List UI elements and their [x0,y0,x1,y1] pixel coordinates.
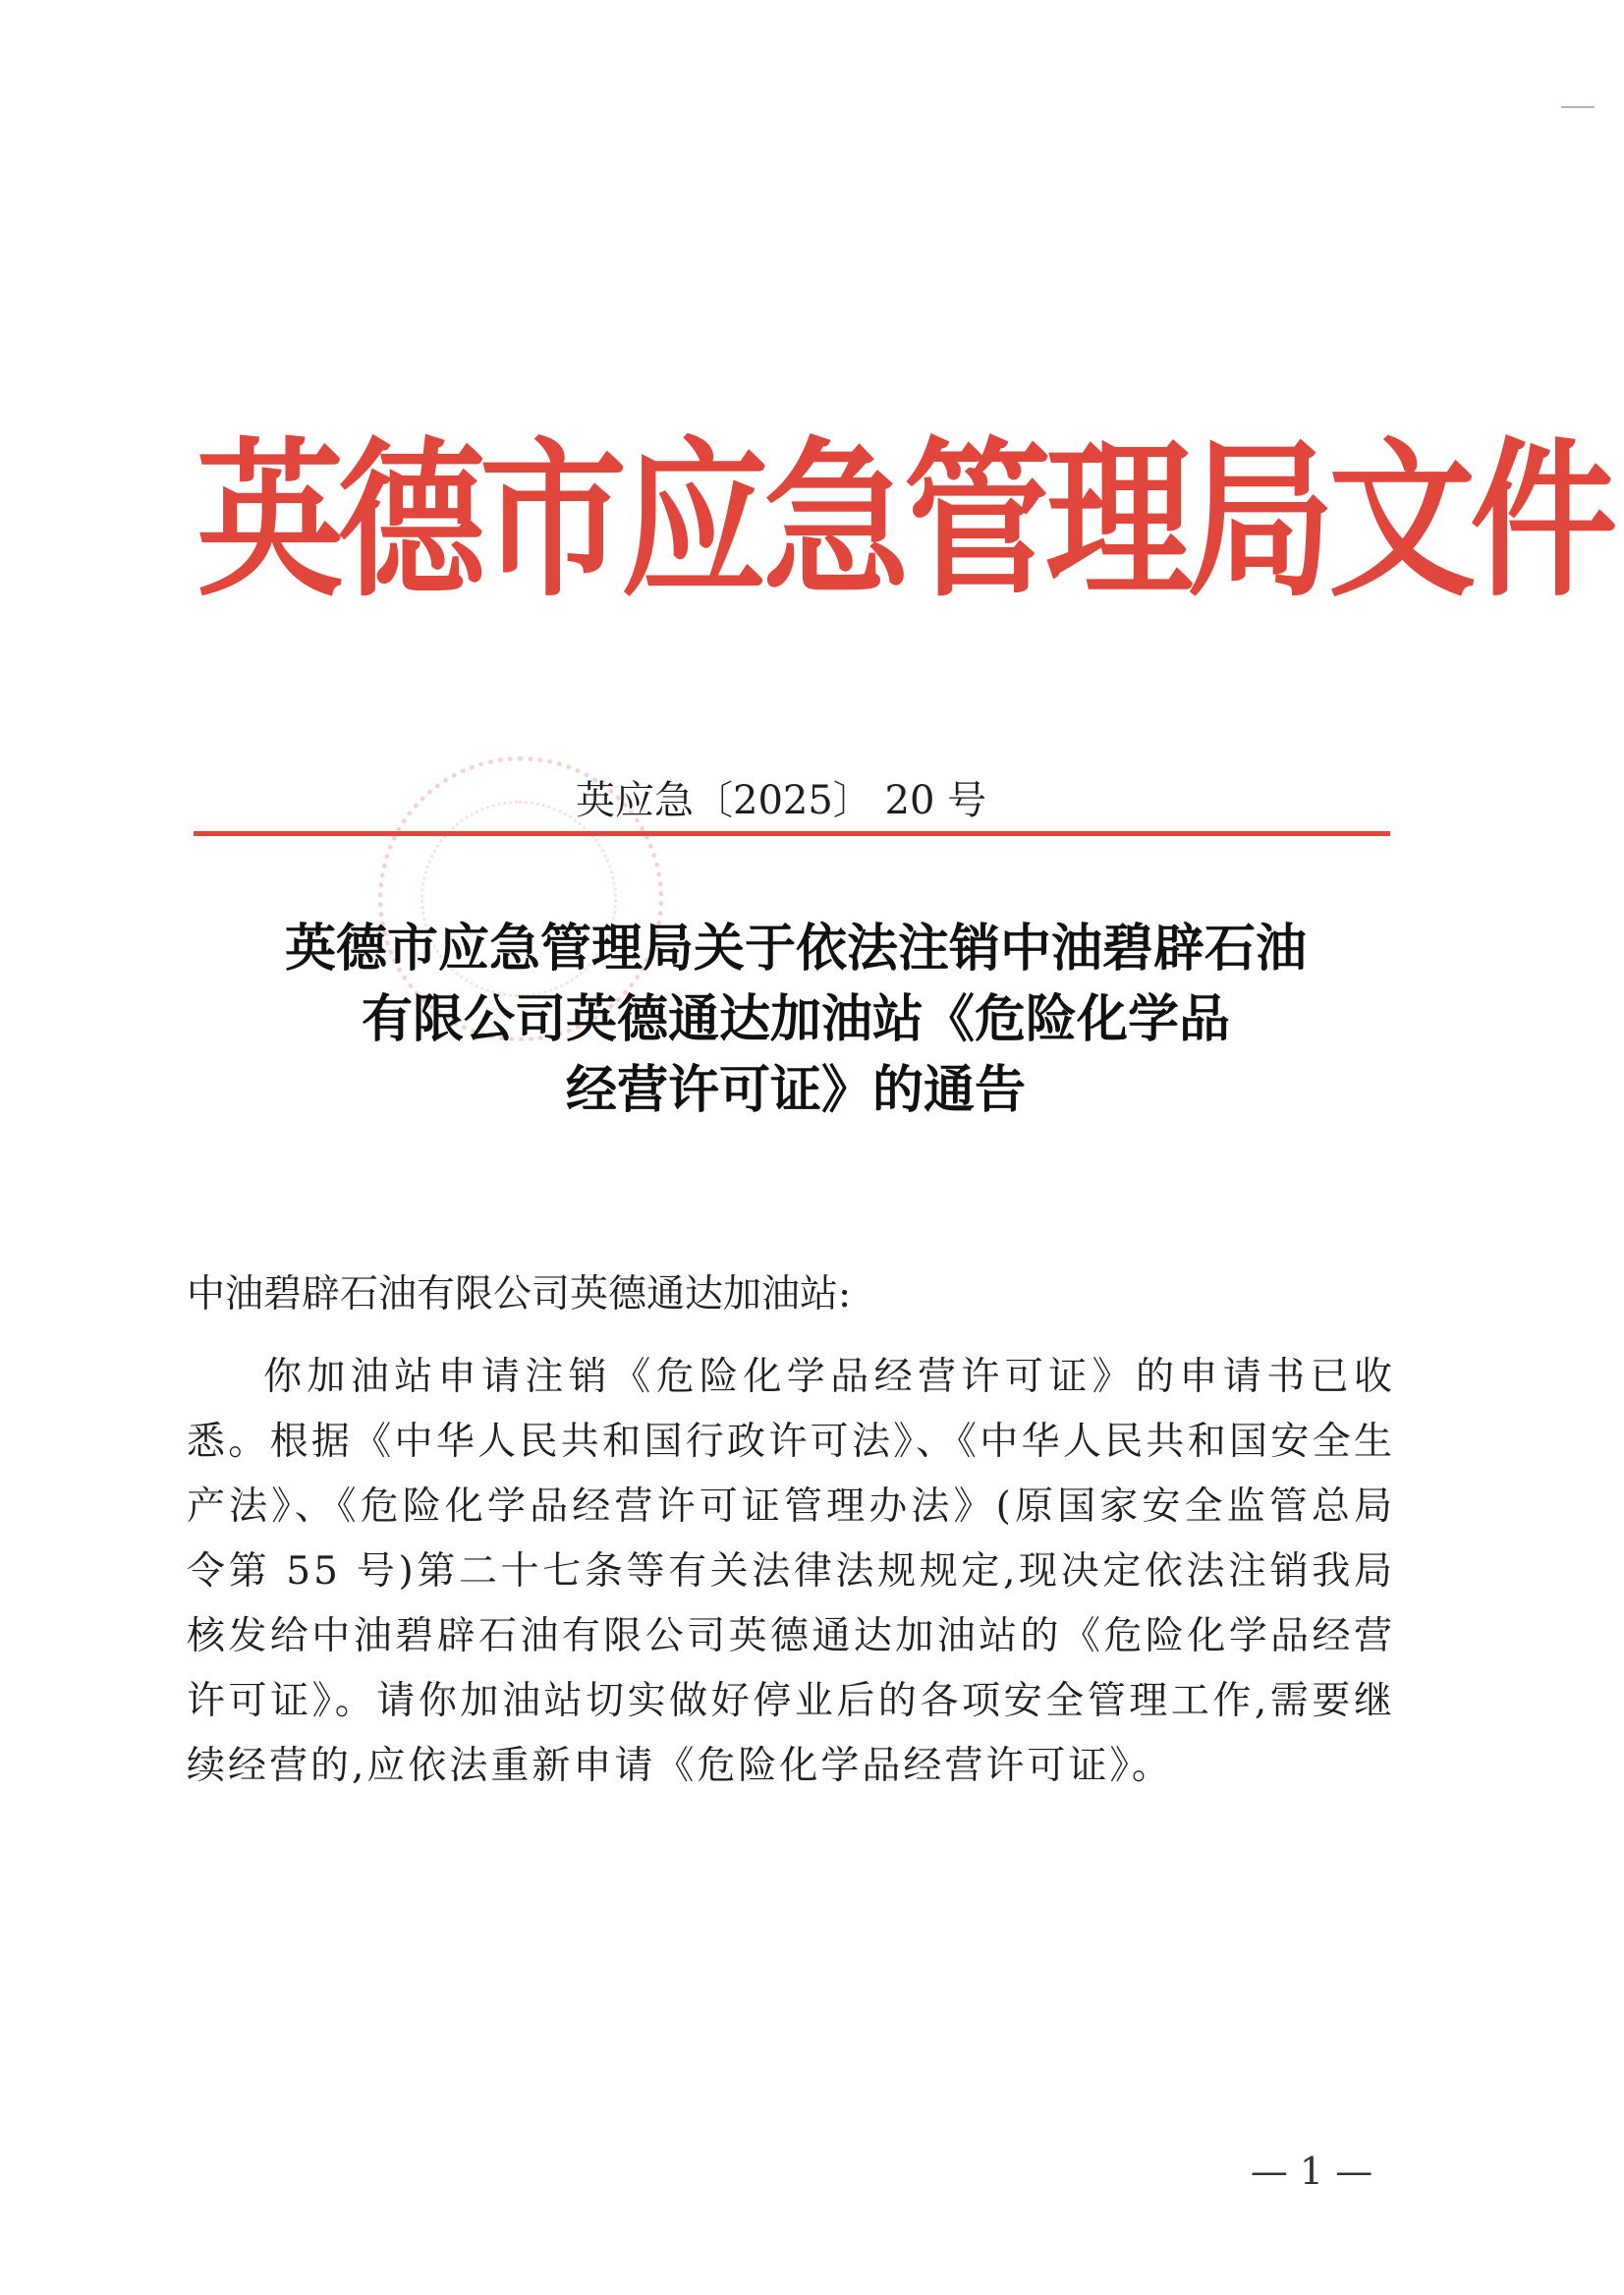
salutation: 中油碧辟石油有限公司英德通达加油站: [187,1272,852,1316]
red-divider-line [194,831,1390,836]
title-line: 英德市应急管理局关于依法注销中油碧辟石油 [284,919,1307,979]
title-line: 经营许可证》的通告 [565,1060,1026,1120]
masthead-char: 市 [479,420,622,621]
corner-mark [1561,106,1595,108]
masthead-char: 件 [1470,420,1612,621]
document-number: 英应急〔2025〕 20 号 [576,778,987,823]
masthead-char: 应 [621,420,763,621]
masthead-char: 理 [1045,420,1188,621]
notice-title [157,914,1434,1126]
body-paragraph: 你加油站申请注销《危险化学品经营许可证》的申请书已收悉。根据《中华人民共和国行政许可法》、《中华人民共和国安全生产法》、《危险化学品经营许可证管理办法》(原国家安全监管总局令第 55 号)第二十七条等有关法律法规规定,现决定依法注销我局核发给中油碧辟石油有限公司英德通达加油站的《危险化学品经营许可证》。请你加油站切实做好停业后的各项安全管理工作,需要继续经营的,应依法重新申请《危险化学品经营许可证》。 [187,1355,1395,1788]
masthead-char: 管 [904,420,1046,621]
masthead-title [196,420,1612,621]
masthead-char: 局 [1187,420,1329,621]
masthead-char: 英 [196,420,339,621]
masthead-char: 急 [762,420,905,621]
masthead-char: 德 [338,420,480,621]
notice-body [187,1262,1395,1799]
page-number: — 1 — [1250,2150,1373,2193]
title-line: 有限公司英德通达加油站《危险化学品 [361,989,1230,1049]
masthead-char: 文 [1328,420,1471,621]
